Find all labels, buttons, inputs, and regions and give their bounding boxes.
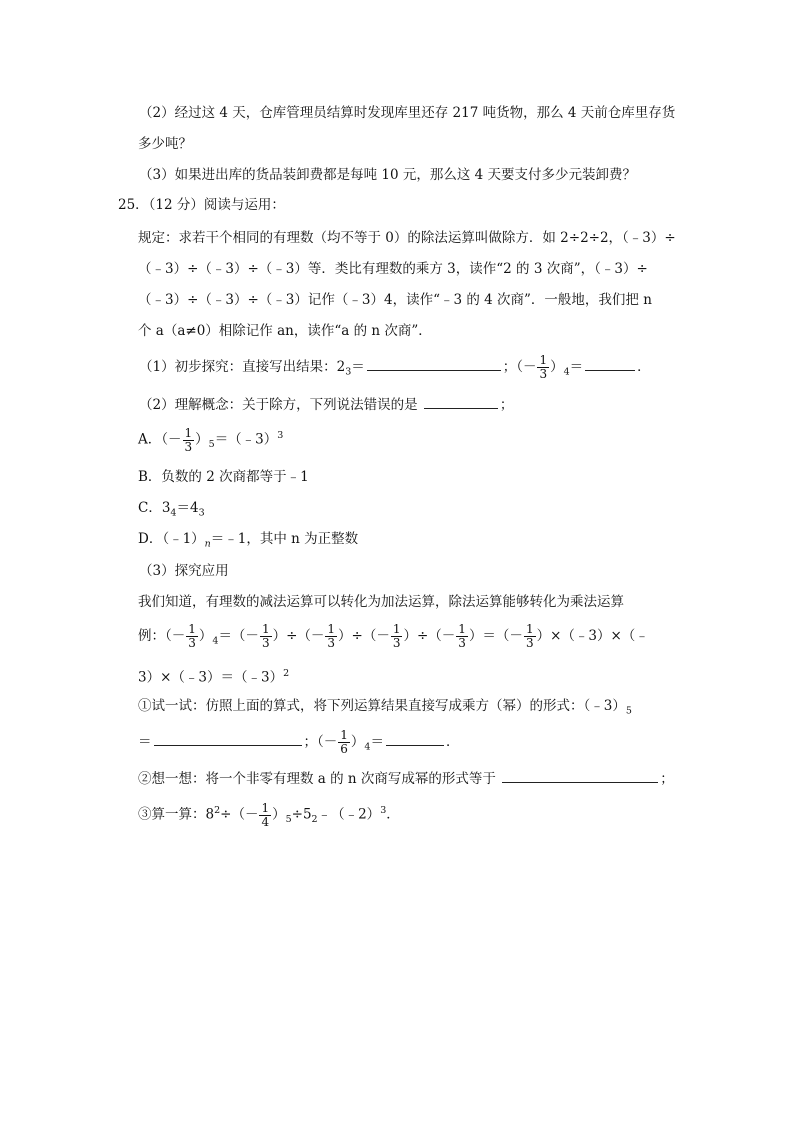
option-a: A．（－ $\frac{1}{3}$ ）$_5=(﹣3)^3$ (138, 425, 284, 454)
option-a-pre: A．（－ (138, 431, 182, 448)
answer-blank-2[interactable] (585, 356, 635, 371)
q24-part2-line1: （2）经过这 4 天，仓库管理员结算时发现库里还存 217 吨货物，那么 4 天前仓库里存货 (139, 105, 676, 121)
try-text: ①试一试：仿照上面的算式，将下列运算结果直接写成乘方（幂）的形式：（﹣3） (138, 698, 626, 714)
fraction-ex-6: $\frac{1}{3}$ (525, 622, 534, 650)
answer-blank-3[interactable] (424, 394, 498, 409)
example-line2-text: 3）×（﹣3）＝（﹣3） (138, 669, 284, 686)
option-c: C．$3_4=4_3$ (138, 500, 205, 519)
q25-title: 25．（12 分）阅读与运用： (118, 197, 285, 213)
part2-label: （2）理解概念：关于除方，下列说法错误的是 (139, 397, 418, 413)
answer-blank-1[interactable] (367, 356, 501, 371)
q25-part3: （3）探究应用 (139, 563, 229, 579)
fraction-ex-3: $\frac{1}{3}$ (327, 622, 336, 650)
option-a-post: ＝（﹣3） (214, 431, 278, 448)
fraction-ex-4: $\frac{1}{3}$ (392, 622, 401, 650)
option-d-post: ＝﹣1，其中 n 为正整数 (210, 531, 359, 547)
answer-blank-4[interactable] (154, 731, 302, 746)
example-line1: 例：（－ $\frac{1}{3}$ ）$_4=(-$ $\frac{1}{3}$ ）÷（－ $\frac{1}{3}$ ）÷（－ $\frac{1}{3}$ ）÷（－ $\frac{1}{3}$ ）＝（－ $\frac{1}{3}$ ）×（﹣3）×（﹣ (138, 622, 649, 650)
option-d-pre: D．（﹣1） (138, 531, 205, 547)
q24-part3: （3）如果进出库的货品装卸费都是每吨 10 元，那么这 4 天要支付多少元装卸费？ (139, 167, 637, 183)
q24-part2-line2: 多少吨？ (138, 136, 192, 152)
answer-blank-5[interactable] (386, 731, 444, 746)
fraction-ex-5: $\frac{1}{3}$ (458, 622, 466, 650)
think-line: ②想一想：将一个非零有理数 a 的 n 次商写成幂的形式等于 ； (138, 768, 674, 789)
fraction-one-quarter: $\frac{1}{4}$ (261, 800, 270, 829)
calc-line: ③算一算：$8^2\div(-$ $\frac{1}{4}$ ）$_5\div 5_2﹣(﹣2)^3$． (138, 800, 400, 829)
example-pre: 例：（－ (138, 628, 186, 644)
q25-know: 我们知道，有理数的减法运算可以转化为加法运算，除法运算能够转化为乘法运算 (138, 594, 624, 610)
q25-rule-line1: 规定：求若干个相同的有理数（均不等于 0）的除法运算叫做除方．如 2÷2÷2，（﹣3）÷ (138, 230, 676, 246)
fraction-one-third-a: $\frac{1}{3}$ (184, 425, 193, 454)
calc-pre: ③算一算：8 (138, 806, 215, 823)
part1-label: （1）初步探究：直接写出结果：2 (139, 359, 346, 375)
example-line2: 3）×（﹣3）＝（﹣3）$^2$ (138, 668, 290, 686)
calc-post: ﹣（﹣2） (317, 806, 381, 823)
fraction-ex-2: $\frac{1}{3}$ (261, 622, 270, 650)
q25-rule-line4: 个 a（a≠0）相除记作 an，读作“a 的 n 次商”． (138, 323, 432, 339)
option-b: B．负数的 2 次商都等于﹣1 (138, 469, 309, 485)
answer-blank-6[interactable] (502, 768, 658, 783)
try-line2: ＝ ；（－ $\frac{1}{6}$ ）$_4=$ ． (138, 728, 460, 756)
think-text: ②想一想：将一个非零有理数 a 的 n 次商写成幂的形式等于 (138, 771, 496, 787)
q25-rule-line2: （﹣3）÷（﹣3）÷（﹣3）等．类比有理数的乘方 3，读作“2 的 3 次商”，（﹣3）÷ (138, 261, 648, 277)
option-d: D．$(﹣1)_n=﹣1$，其中 n 为正整数 (138, 531, 359, 550)
option-c-pre: C．3 (138, 500, 171, 516)
try-line1: ①试一试：仿照上面的算式，将下列运算结果直接写成乘方（幂）的形式：$(﹣3)_5$ (138, 698, 632, 717)
q25-part2: （2）理解概念：关于除方，下列说法错误的是 ； (139, 394, 513, 415)
part1-mid: ；（－ (502, 359, 537, 375)
q25-part1: （1）初步探究：直接写出结果：$2_3=$ ；（－ $\frac{1}{3}$ ）$_4=$ ． (139, 353, 651, 381)
fraction-ex-1: $\frac{1}{3}$ (188, 622, 196, 650)
fraction-one-sixth: $\frac{1}{6}$ (340, 728, 348, 756)
fraction-one-third: $\frac{1}{3}$ (539, 353, 548, 381)
q25-rule-line3: （﹣3）÷（﹣3）÷（﹣3）记作（﹣3）4，读作“﹣3 的 4 次商”．一般地，我们把 n (138, 292, 652, 308)
